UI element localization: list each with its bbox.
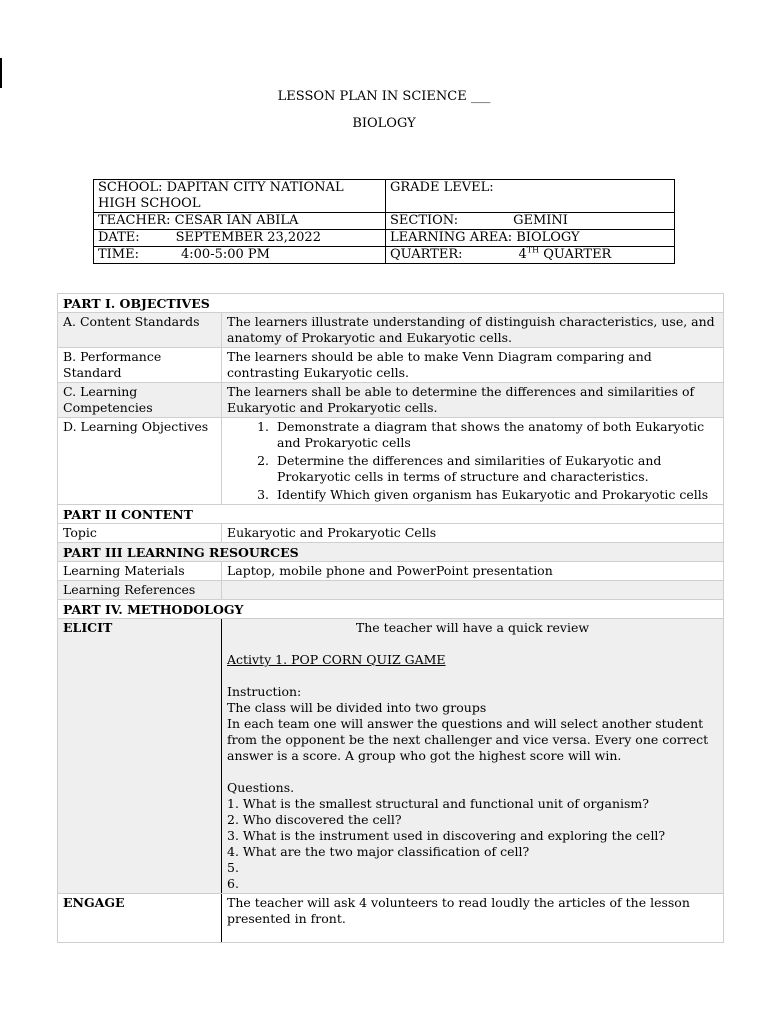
learning-references-text	[222, 581, 724, 600]
page-subtitle: BIOLOGY	[352, 116, 416, 131]
learning-competencies-text: The learners shall be able to determine the differences and similarities of Eukaryotic and Prokaryotic cells.	[222, 383, 724, 418]
table-row	[58, 894, 724, 943]
table-row	[58, 418, 724, 505]
part-heading-row	[58, 600, 724, 619]
quarter-cell	[386, 247, 675, 264]
table-row	[58, 619, 724, 894]
learning-competencies-label: C. Learning Competencies	[58, 383, 222, 418]
question-item: 1. What is the smallest structural and functional unit of organism?	[227, 796, 649, 811]
table-row	[58, 581, 724, 600]
table-row	[58, 524, 724, 543]
table-row	[58, 313, 724, 348]
info-row	[94, 247, 675, 264]
part-heading-row	[58, 294, 724, 313]
performance-standard-label: B. Performance Standard	[58, 348, 222, 383]
engage-label: ENGAGE	[58, 894, 222, 943]
learning-objectives-label: D. Learning Objectives	[58, 418, 222, 505]
quarter-label: QUARTER:	[390, 247, 463, 262]
engage-text: The teacher will ask 4 volunteers to read loudly the articles of the lesson presented in front.	[222, 894, 724, 943]
elicit-review: The teacher will have a quick review	[355, 620, 590, 635]
list-item: 3. Identify Which given organism has Eukaryotic and Prokaryotic cells	[273, 487, 718, 503]
part4-heading: PART IV. METHODOLOGY	[58, 600, 724, 619]
part-heading-row	[58, 543, 724, 562]
quarter-number: 4	[518, 247, 527, 262]
instruction-line-1: The class will be divided into two groups	[227, 700, 487, 715]
time-value: 4:00-5:00 PM	[181, 247, 270, 262]
objectives-list	[227, 419, 718, 503]
quarter-superscript: TH	[526, 245, 540, 255]
grade-level-cell: GRADE LEVEL:	[386, 180, 675, 213]
lesson-plan-table	[57, 293, 724, 943]
quarter-word: QUARTER	[543, 247, 612, 262]
performance-standard-text: The learners should be able to make Venn Diagram comparing and contrasting Eukaryotic cells.	[222, 348, 724, 383]
section-cell	[386, 213, 675, 230]
question-item: 6.	[227, 876, 239, 891]
info-row	[94, 230, 675, 247]
teacher-cell: TEACHER: CESAR IAN ABILA	[94, 213, 386, 230]
section-label: SECTION:	[390, 213, 459, 228]
list-item: 1. Demonstrate a diagram that shows the anatomy of both Eukaryotic and Prokaryotic cells	[273, 419, 718, 451]
elicit-label: ELICIT	[58, 619, 222, 894]
date-value: SEPTEMBER 23,2022	[175, 230, 321, 245]
content-standards-label: A. Content Standards	[58, 313, 222, 348]
date-label: DATE:	[98, 230, 140, 245]
topic-text: Eukaryotic and Prokaryotic Cells	[222, 524, 724, 543]
learning-materials-label: Learning Materials	[58, 562, 222, 581]
part-heading-row	[58, 505, 724, 524]
page-title: LESSON PLAN IN SCIENCE ___	[277, 89, 491, 104]
instruction-line-2: In each team one will answer the questions and will select another student from the opponent be the next challenger and vice versa. Every one correct answer is a score. A group who got the highest score will win.	[227, 716, 709, 763]
info-row	[94, 213, 675, 230]
part3-heading: PART III LEARNING RESOURCES	[58, 543, 724, 562]
learning-area-cell: LEARNING AREA: BIOLOGY	[386, 230, 675, 247]
table-row	[58, 348, 724, 383]
table-row	[58, 383, 724, 418]
content-standards-text: The learners illustrate understanding of distinguish characteristics, use, and anatomy of Prokaryotic and Eukaryotic cells.	[222, 313, 724, 348]
date-cell	[94, 230, 386, 247]
instruction-label: Instruction:	[227, 684, 302, 699]
info-table	[93, 179, 675, 264]
table-row	[58, 562, 724, 581]
section-value: GEMINI	[513, 213, 568, 228]
learning-references-label: Learning References	[58, 581, 222, 600]
question-item: 3. What is the instrument used in discovering and exploring the cell?	[227, 828, 666, 843]
question-item: 5.	[227, 860, 239, 875]
page-edge-mark	[0, 58, 2, 88]
time-cell	[94, 247, 386, 264]
time-label: TIME:	[98, 247, 139, 262]
part1-heading: PART I. OBJECTIVES	[58, 294, 724, 313]
info-row	[94, 180, 675, 213]
school-cell: SCHOOL: DAPITAN CITY NATIONAL HIGH SCHOOL	[94, 180, 386, 213]
topic-label: Topic	[58, 524, 222, 543]
question-item: 4. What are the two major classification of cell?	[227, 844, 530, 859]
question-item: 2. Who discovered the cell?	[227, 812, 402, 827]
learning-materials-text: Laptop, mobile phone and PowerPoint presentation	[222, 562, 724, 581]
activity-title: Activty 1. POP CORN QUIZ GAME	[227, 652, 446, 667]
elicit-cell	[222, 619, 724, 894]
learning-objectives-cell	[222, 418, 724, 505]
part2-heading: PART II CONTENT	[58, 505, 724, 524]
questions-label: Questions.	[227, 780, 295, 795]
list-item: 2. Determine the differences and similarities of Eukaryotic and Prokaryotic cells in terms of structure and characteristics.	[273, 453, 718, 485]
